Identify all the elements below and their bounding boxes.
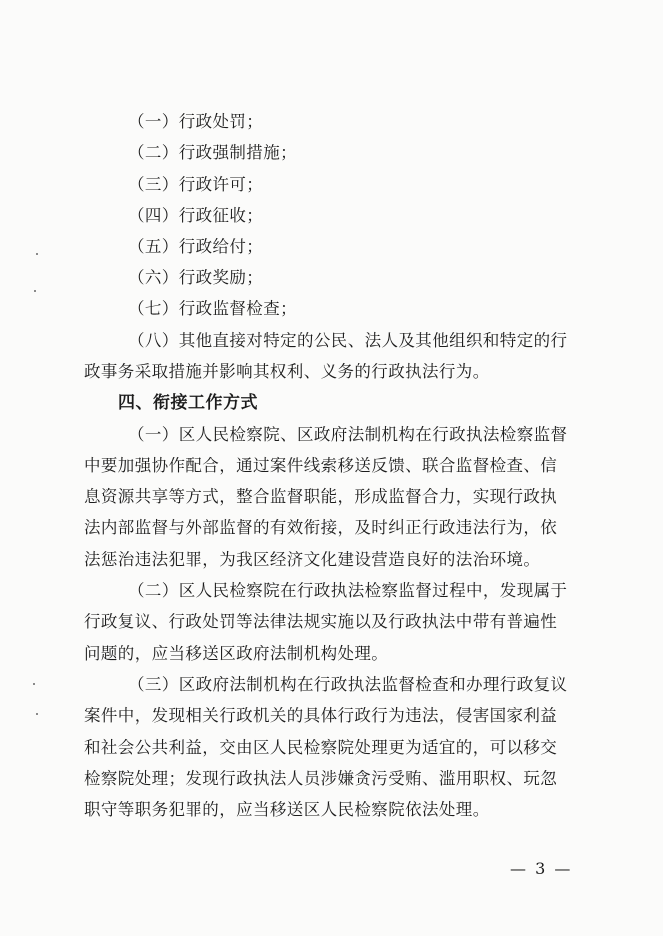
paragraph-3-line-2: 案件中，发现相关行政机关的具体行政行为违法，侵害国家利益 xyxy=(84,706,558,725)
paragraph-2-line-1: （二）区人民检察院在行政执法检察监督过程中，发现属于 xyxy=(128,581,568,600)
list-item-5: （五）行政给付； xyxy=(128,237,264,256)
paragraph-3-line-4: 检察院处理；发现行政执法人员涉嫌贪污受贿、滥用职权、玩忽 xyxy=(84,769,558,788)
scan-speck xyxy=(33,683,35,685)
list-item-7: （七）行政监督检查； xyxy=(128,299,297,318)
paragraph-1-line-5: 法惩治违法犯罪，为我区经济文化建设营造良好的法治环境。 xyxy=(84,550,541,569)
scan-speck xyxy=(36,713,38,715)
paragraph-1-line-1: （一）区人民检察院、区政府法制机构在行政执法检察监督 xyxy=(128,425,568,444)
scan-speck xyxy=(36,253,38,255)
paragraph-2-line-2: 行政复议、行政处罚等法律法规实施以及行政执法中带有普遍性 xyxy=(84,612,558,631)
list-item-1: （一）行政处罚； xyxy=(128,112,264,131)
list-item-3: （三）行政许可； xyxy=(128,175,264,194)
page-number: — 3 — xyxy=(510,859,573,878)
section-heading: 四、衔接工作方式 xyxy=(118,393,258,413)
list-item-8-line-2: 政事务采取措施并影响其权利、义务的行政执法行为。 xyxy=(84,362,490,381)
paragraph-3-line-5: 职守等职务犯罪的，应当移送区人民检察院依法处理。 xyxy=(84,800,490,819)
paragraph-2-line-3: 问题的，应当移送区政府法制机构处理。 xyxy=(84,644,389,663)
paragraph-3-line-1: （三）区政府法制机构在行政执法监督检查和办理行政复议 xyxy=(128,675,568,694)
scan-speck xyxy=(34,290,36,292)
paragraph-1-line-2: 中要加强协作配合，通过案件线索移送反馈、联合监督检查、信 xyxy=(84,456,558,475)
paragraph-1-line-3: 息资源共享等方式，整合监督职能，形成监督合力，实现行政执 xyxy=(84,487,558,506)
list-item-8-line-1: （八）其他直接对特定的公民、法人及其他组织和特定的行 xyxy=(128,331,568,350)
list-item-4: （四）行政征收； xyxy=(128,206,264,225)
paragraph-1-line-4: 法内部监督与外部监督的有效衔接，及时纠正行政违法行为，依 xyxy=(84,518,558,537)
list-item-2: （二）行政强制措施； xyxy=(128,143,297,162)
paragraph-3-line-3: 和社会公共利益，交由区人民检察院处理更为适宜的，可以移交 xyxy=(84,738,558,757)
list-item-6: （六）行政奖励； xyxy=(128,268,264,287)
